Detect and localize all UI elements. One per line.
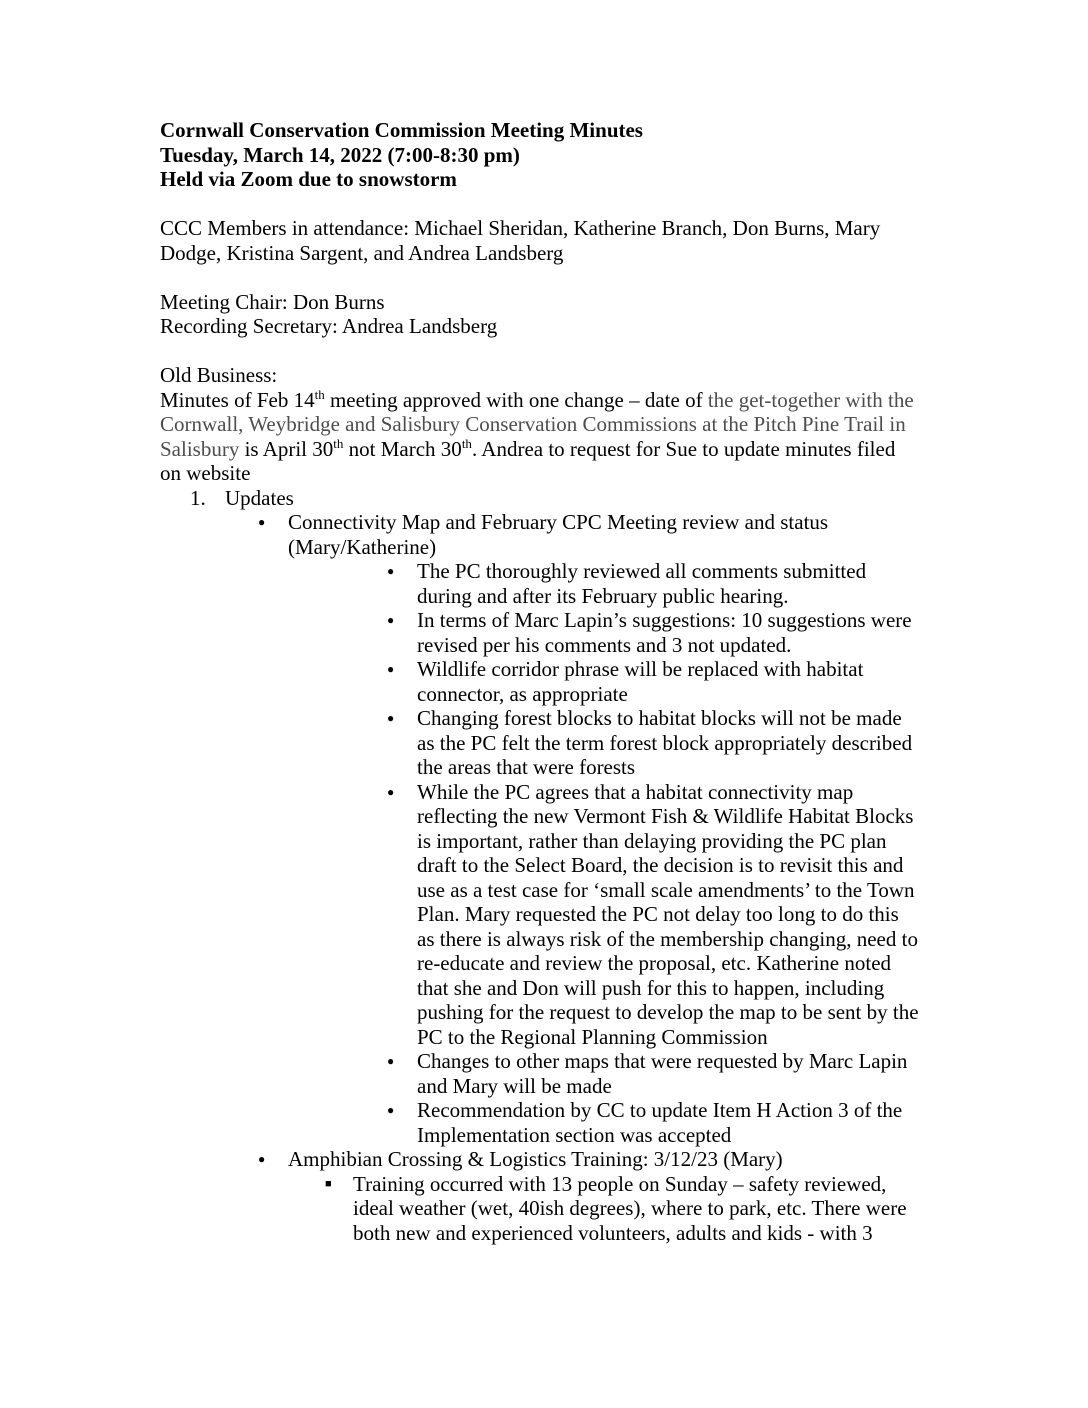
list-item-line: Changing forest blocks to habitat blocks will not be made bbox=[417, 706, 902, 730]
list-item bbox=[160, 608, 940, 657]
list-item-line: the areas that were forests bbox=[417, 755, 636, 779]
connectivity-bullets bbox=[160, 559, 940, 1147]
round-bullet-icon: ● bbox=[387, 613, 395, 627]
list-item bbox=[160, 1098, 940, 1147]
list-item-line: revised per his comments and 3 not updated. bbox=[417, 632, 792, 657]
list-item-line: as there is always risk of the membership changing, need to bbox=[417, 926, 918, 951]
round-bullet-icon: ● bbox=[387, 1054, 395, 1068]
list-item bbox=[160, 657, 940, 706]
meeting-chair: Meeting Chair: Don Burns bbox=[160, 289, 385, 314]
connectivity-map-item: ● Connectivity Map and February CPC Meeting review and status (Mary/Katherine) bbox=[258, 510, 829, 559]
amphibian-training-item: ■ Training occurred with 13 people on Sunday – safety reviewed, ideal weather (wet, 40ish degrees), where to park, etc. There were both new and experienced volunteers, adults and kids - with 3 bbox=[325, 1171, 907, 1245]
list-item-line: reflecting the new Vermont Fish & Wildlife Habitat Blocks bbox=[417, 804, 914, 828]
attendance-line: CCC Members in attendance: Michael Sheridan, Katherine Branch, Don Burns, Mary bbox=[160, 216, 881, 240]
list-item-line: is important, rather than delaying providing the PC plan bbox=[417, 828, 887, 853]
list-item-line: and Mary will be made bbox=[417, 1073, 612, 1098]
updates-label: Updates bbox=[225, 485, 294, 510]
list-item-line: Changes to other maps that were requested by Marc Lapin bbox=[417, 1049, 908, 1073]
list-item-line: that she and Don will push for this to happen, including bbox=[417, 975, 885, 1000]
meeting-venue: Held via Zoom due to snowstorm bbox=[160, 167, 457, 191]
round-bullet-icon: ● bbox=[387, 564, 395, 578]
list-item-line: Recommendation by CC to update Item H Action 3 of the bbox=[417, 1098, 903, 1122]
round-bullet-icon: ● bbox=[387, 711, 395, 725]
list-number: 1. bbox=[190, 485, 206, 510]
round-bullet-icon: ● bbox=[387, 784, 395, 799]
meeting-date: Tuesday, March 14, 2022 (7:00-8:30 pm) bbox=[160, 142, 520, 167]
recording-secretary: Recording Secretary: Andrea Landsberg bbox=[160, 314, 498, 338]
attendance-line: Dodge, Kristina Sargent, and Andrea Landsberg bbox=[160, 240, 564, 265]
square-bullet-icon: ■ bbox=[325, 1177, 332, 1190]
list-item bbox=[160, 780, 940, 1050]
list-item-line: as the PC felt the term forest block appropriately described bbox=[417, 730, 913, 755]
list-item-line: draft to the Select Board, the decision is to revisit this and bbox=[417, 853, 904, 877]
list-item-line: connector, as appropriate bbox=[417, 681, 628, 706]
list-item-line: The PC thoroughly reviewed all comments submitted bbox=[417, 559, 867, 583]
old-business-paragraph: Minutes of Feb 14th meeting approved with one change – date of the get-together with the Cornwall, Weybridge and Salisbury Conservation Commissions at the Pitch Pine Trail in Salisbury is April 30th not March 30th. Andrea to request for Sue to update minutes filed on website bbox=[160, 386, 914, 485]
list-item-line: re-educate and review the proposal, etc. Katherine noted bbox=[417, 951, 892, 975]
old-business-heading: Old Business: bbox=[160, 363, 278, 387]
list-item bbox=[160, 706, 940, 780]
list-item-line: Plan. Mary requested the PC not delay too long to do this bbox=[417, 902, 899, 926]
amphibian-crossing-item: ● Amphibian Crossing & Logistics Training: 3/12/23 (Mary) bbox=[258, 1147, 783, 1171]
list-item-line: Implementation section was accepted bbox=[417, 1122, 732, 1147]
updates-item bbox=[160, 486, 940, 511]
list-item-line: Wildlife corridor phrase will be replaced with habitat bbox=[417, 657, 864, 681]
list-item bbox=[160, 1049, 940, 1098]
list-item-line: during and after its February public hearing. bbox=[417, 583, 789, 608]
list-item-line: pushing for the request to develop the map to be sent by the bbox=[417, 1000, 919, 1024]
round-bullet-icon: ● bbox=[258, 1152, 266, 1166]
round-bullet-icon: ● bbox=[387, 662, 395, 676]
list-item-line: use as a test case for ‘small scale amendments’ to the Town bbox=[417, 877, 915, 902]
list-item-line: PC to the Regional Planning Commission bbox=[417, 1024, 768, 1049]
round-bullet-icon: ● bbox=[387, 1103, 395, 1117]
round-bullet-icon: ● bbox=[258, 515, 266, 529]
list-item bbox=[160, 559, 940, 608]
list-item-line: In terms of Marc Lapin’s suggestions: 10 suggestions were bbox=[417, 608, 912, 632]
document-title: Cornwall Conservation Commission Meeting Minutes bbox=[160, 118, 643, 142]
list-item-line: While the PC agrees that a habitat connectivity map bbox=[417, 779, 854, 804]
minutes-page bbox=[160, 118, 940, 1245]
